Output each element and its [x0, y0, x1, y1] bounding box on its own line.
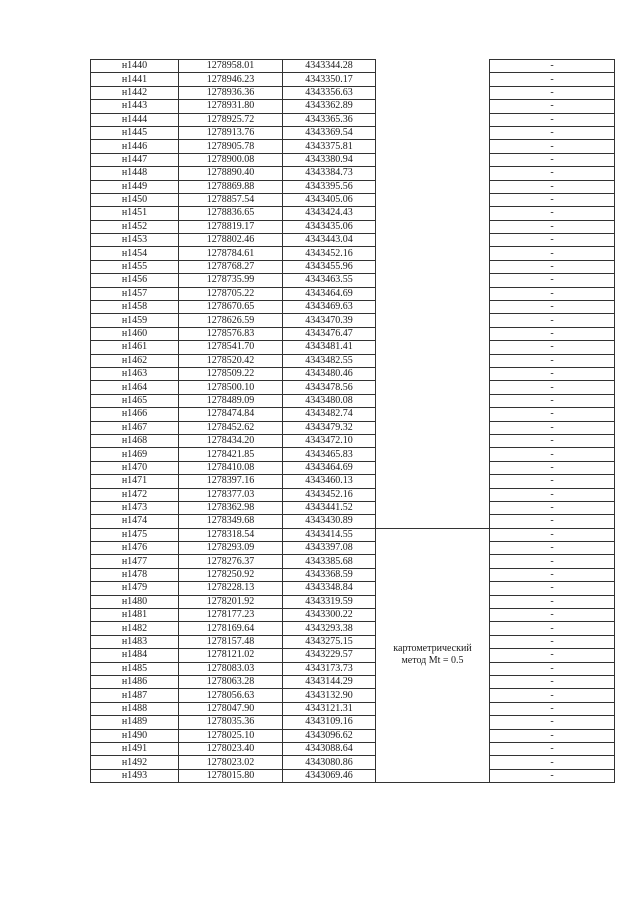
note-cell: -: [490, 515, 615, 528]
table-row: [91, 542, 615, 555]
y-coordinate-cell: 4343368.59: [283, 568, 376, 581]
x-coordinate-cell: 1278083.03: [179, 662, 283, 675]
point-id-cell: н1471: [91, 475, 179, 488]
y-coordinate-cell: 4343385.68: [283, 555, 376, 568]
table-row: [91, 582, 615, 595]
y-coordinate-cell: 4343472.10: [283, 434, 376, 447]
point-id-cell: н1478: [91, 568, 179, 581]
note-cell: -: [490, 86, 615, 99]
note-cell: -: [490, 381, 615, 394]
point-id-cell: н1455: [91, 260, 179, 273]
x-coordinate-cell: 1278318.54: [179, 528, 283, 541]
table-row: [91, 234, 615, 247]
note-cell: -: [490, 662, 615, 675]
point-id-cell: н1445: [91, 126, 179, 139]
x-coordinate-cell: 1278819.17: [179, 220, 283, 233]
point-id-cell: н1447: [91, 153, 179, 166]
table-row: [91, 287, 615, 300]
point-id-cell: н1460: [91, 327, 179, 340]
y-coordinate-cell: 4343362.89: [283, 100, 376, 113]
table-row: [91, 354, 615, 367]
note-cell: -: [490, 100, 615, 113]
x-coordinate-cell: 1278377.03: [179, 488, 283, 501]
note-cell: -: [490, 180, 615, 193]
method-name: картометрический: [393, 643, 472, 655]
point-id-cell: н1465: [91, 394, 179, 407]
x-coordinate-cell: 1278474.84: [179, 408, 283, 421]
note-cell: -: [490, 408, 615, 421]
y-coordinate-cell: 4343395.56: [283, 180, 376, 193]
note-cell: -: [490, 167, 615, 180]
note-cell: -: [490, 234, 615, 247]
point-id-cell: н1467: [91, 421, 179, 434]
table-row: [91, 622, 615, 635]
point-id-cell: н1473: [91, 501, 179, 514]
x-coordinate-cell: 1278931.80: [179, 100, 283, 113]
y-coordinate-cell: 4343132.90: [283, 689, 376, 702]
x-coordinate-cell: 1278784.61: [179, 247, 283, 260]
y-coordinate-cell: 4343096.62: [283, 729, 376, 742]
point-id-cell: н1476: [91, 542, 179, 555]
x-coordinate-cell: 1278276.37: [179, 555, 283, 568]
table-row: [91, 689, 615, 702]
note-cell: -: [490, 555, 615, 568]
note-cell: -: [490, 542, 615, 555]
table-row: [91, 113, 615, 126]
point-id-cell: н1474: [91, 515, 179, 528]
table-row: [91, 140, 615, 153]
note-cell: -: [490, 769, 615, 782]
table-row: [91, 742, 615, 755]
x-coordinate-cell: 1278576.83: [179, 327, 283, 340]
y-coordinate-cell: 4343375.81: [283, 140, 376, 153]
x-coordinate-cell: 1278670.65: [179, 301, 283, 314]
point-id-cell: н1464: [91, 381, 179, 394]
note-cell: -: [490, 421, 615, 434]
point-id-cell: н1489: [91, 716, 179, 729]
point-id-cell: н1463: [91, 367, 179, 380]
x-coordinate-cell: 1278121.02: [179, 649, 283, 662]
y-coordinate-cell: 4343480.46: [283, 367, 376, 380]
note-cell: -: [490, 207, 615, 220]
note-cell: -: [490, 622, 615, 635]
table-row: [91, 394, 615, 407]
x-coordinate-cell: 1278520.42: [179, 354, 283, 367]
table-row: [91, 73, 615, 86]
x-coordinate-cell: 1278936.36: [179, 86, 283, 99]
y-coordinate-cell: 4343293.38: [283, 622, 376, 635]
x-coordinate-cell: 1278047.90: [179, 702, 283, 715]
note-cell: -: [490, 582, 615, 595]
point-id-cell: н1444: [91, 113, 179, 126]
point-id-cell: н1456: [91, 274, 179, 287]
x-coordinate-cell: 1278023.02: [179, 756, 283, 769]
point-id-cell: н1488: [91, 702, 179, 715]
point-id-cell: н1450: [91, 193, 179, 206]
point-id-cell: н1453: [91, 234, 179, 247]
note-cell: -: [490, 609, 615, 622]
table-row: [91, 662, 615, 675]
table-row: [91, 555, 615, 568]
y-coordinate-cell: 4343469.63: [283, 301, 376, 314]
point-id-cell: н1483: [91, 635, 179, 648]
x-coordinate-cell: 1278857.54: [179, 193, 283, 206]
table-row: [91, 568, 615, 581]
note-cell: -: [490, 702, 615, 715]
point-id-cell: н1493: [91, 769, 179, 782]
y-coordinate-cell: 4343443.04: [283, 234, 376, 247]
point-id-cell: н1469: [91, 448, 179, 461]
table-row: [91, 448, 615, 461]
point-id-cell: н1492: [91, 756, 179, 769]
y-coordinate-cell: 4343275.15: [283, 635, 376, 648]
point-id-cell: н1484: [91, 649, 179, 662]
y-coordinate-cell: 4343480.08: [283, 394, 376, 407]
note-cell: -: [490, 742, 615, 755]
y-coordinate-cell: 4343414.55: [283, 528, 376, 541]
table-row: [91, 408, 615, 421]
note-cell: -: [490, 756, 615, 769]
y-coordinate-cell: 4343463.55: [283, 274, 376, 287]
y-coordinate-cell: 4343482.55: [283, 354, 376, 367]
x-coordinate-cell: 1278900.08: [179, 153, 283, 166]
x-coordinate-cell: 1278768.27: [179, 260, 283, 273]
y-coordinate-cell: 4343435.06: [283, 220, 376, 233]
x-coordinate-cell: 1278250.92: [179, 568, 283, 581]
y-coordinate-cell: 4343109.16: [283, 716, 376, 729]
note-cell: -: [490, 60, 615, 73]
x-coordinate-cell: 1278349.68: [179, 515, 283, 528]
y-coordinate-cell: 4343350.17: [283, 73, 376, 86]
x-coordinate-cell: 1278397.16: [179, 475, 283, 488]
point-id-cell: н1454: [91, 247, 179, 260]
table-row: [91, 86, 615, 99]
table-row: [91, 595, 615, 608]
x-coordinate-cell: 1278362.98: [179, 501, 283, 514]
point-id-cell: н1487: [91, 689, 179, 702]
table-row: [91, 528, 615, 541]
x-coordinate-cell: 1278705.22: [179, 287, 283, 300]
x-coordinate-cell: 1278169.64: [179, 622, 283, 635]
x-coordinate-cell: 1278905.78: [179, 140, 283, 153]
y-coordinate-cell: 4343481.41: [283, 341, 376, 354]
note-cell: -: [490, 394, 615, 407]
point-id-cell: н1452: [91, 220, 179, 233]
x-coordinate-cell: 1278410.08: [179, 461, 283, 474]
note-cell: -: [490, 595, 615, 608]
y-coordinate-cell: 4343384.73: [283, 167, 376, 180]
note-cell: -: [490, 274, 615, 287]
y-coordinate-cell: 4343465.83: [283, 448, 376, 461]
x-coordinate-cell: 1278434.20: [179, 434, 283, 447]
x-coordinate-cell: 1278177.23: [179, 609, 283, 622]
y-coordinate-cell: 4343088.64: [283, 742, 376, 755]
note-cell: -: [490, 220, 615, 233]
table-row: [91, 675, 615, 688]
x-coordinate-cell: 1278958.01: [179, 60, 283, 73]
note-cell: -: [490, 193, 615, 206]
table-row: [91, 475, 615, 488]
x-coordinate-cell: 1278869.88: [179, 180, 283, 193]
y-coordinate-cell: 4343479.32: [283, 421, 376, 434]
table-row: [91, 207, 615, 220]
note-cell: -: [490, 113, 615, 126]
table-row: [91, 180, 615, 193]
point-id-cell: н1491: [91, 742, 179, 755]
y-coordinate-cell: 4343441.52: [283, 501, 376, 514]
point-id-cell: н1440: [91, 60, 179, 73]
table-row: [91, 220, 615, 233]
y-coordinate-cell: 4343173.73: [283, 662, 376, 675]
x-coordinate-cell: 1278489.09: [179, 394, 283, 407]
y-coordinate-cell: 4343344.28: [283, 60, 376, 73]
x-coordinate-cell: 1278925.72: [179, 113, 283, 126]
y-coordinate-cell: 4343455.96: [283, 260, 376, 273]
point-id-cell: н1462: [91, 354, 179, 367]
note-cell: -: [490, 729, 615, 742]
point-id-cell: н1466: [91, 408, 179, 421]
coordinates-table-body: [91, 60, 615, 783]
y-coordinate-cell: 4343478.56: [283, 381, 376, 394]
note-cell: -: [490, 475, 615, 488]
x-coordinate-cell: 1278836.65: [179, 207, 283, 220]
point-id-cell: н1486: [91, 675, 179, 688]
table-row: [91, 609, 615, 622]
y-coordinate-cell: 4343348.84: [283, 582, 376, 595]
point-id-cell: н1481: [91, 609, 179, 622]
table-row: [91, 421, 615, 434]
table-row: [91, 341, 615, 354]
y-coordinate-cell: 4343470.39: [283, 314, 376, 327]
note-cell: -: [490, 314, 615, 327]
y-coordinate-cell: 4343319.59: [283, 595, 376, 608]
table-row: [91, 274, 615, 287]
y-coordinate-cell: 4343482.74: [283, 408, 376, 421]
note-cell: -: [490, 675, 615, 688]
note-cell: -: [490, 247, 615, 260]
point-id-cell: н1458: [91, 301, 179, 314]
note-cell: -: [490, 287, 615, 300]
note-cell: -: [490, 73, 615, 86]
note-cell: -: [490, 488, 615, 501]
point-id-cell: н1479: [91, 582, 179, 595]
point-id-cell: н1442: [91, 86, 179, 99]
table-row: [91, 367, 615, 380]
note-cell: -: [490, 153, 615, 166]
x-coordinate-cell: 1278913.76: [179, 126, 283, 139]
note-cell: -: [490, 140, 615, 153]
table-row: [91, 167, 615, 180]
x-coordinate-cell: 1278035.36: [179, 716, 283, 729]
y-coordinate-cell: 4343380.94: [283, 153, 376, 166]
table-row: [91, 635, 615, 648]
y-coordinate-cell: 4343365.36: [283, 113, 376, 126]
x-coordinate-cell: 1278157.48: [179, 635, 283, 648]
y-coordinate-cell: 4343460.13: [283, 475, 376, 488]
note-cell: -: [490, 528, 615, 541]
y-coordinate-cell: 4343430.89: [283, 515, 376, 528]
table-row: [91, 501, 615, 514]
table-row: [91, 314, 615, 327]
table-row: [91, 247, 615, 260]
note-cell: -: [490, 126, 615, 139]
point-id-cell: н1482: [91, 622, 179, 635]
point-id-cell: н1468: [91, 434, 179, 447]
table-row: [91, 729, 615, 742]
x-coordinate-cell: 1278063.28: [179, 675, 283, 688]
table-row: [91, 769, 615, 782]
table-row: [91, 515, 615, 528]
y-coordinate-cell: 4343476.47: [283, 327, 376, 340]
x-coordinate-cell: 1278452.62: [179, 421, 283, 434]
note-cell: -: [490, 327, 615, 340]
point-id-cell: н1446: [91, 140, 179, 153]
y-coordinate-cell: 4343144.29: [283, 675, 376, 688]
y-coordinate-cell: 4343452.16: [283, 247, 376, 260]
table-row: [91, 126, 615, 139]
y-coordinate-cell: 4343424.43: [283, 207, 376, 220]
y-coordinate-cell: 4343464.69: [283, 287, 376, 300]
table-row: [91, 434, 615, 447]
table-row: [91, 381, 615, 394]
x-coordinate-cell: 1278509.22: [179, 367, 283, 380]
note-cell: -: [490, 448, 615, 461]
point-id-cell: н1457: [91, 287, 179, 300]
table-row: [91, 461, 615, 474]
point-id-cell: н1449: [91, 180, 179, 193]
point-id-cell: н1475: [91, 528, 179, 541]
point-id-cell: н1461: [91, 341, 179, 354]
x-coordinate-cell: 1278946.23: [179, 73, 283, 86]
note-cell: -: [490, 689, 615, 702]
coordinates-table: [90, 59, 615, 783]
method-accuracy: метод Mt = 0.5: [401, 655, 464, 667]
table-row: [91, 193, 615, 206]
x-coordinate-cell: 1278228.13: [179, 582, 283, 595]
table-row: [91, 756, 615, 769]
point-id-cell: н1472: [91, 488, 179, 501]
y-coordinate-cell: 4343464.69: [283, 461, 376, 474]
point-id-cell: н1441: [91, 73, 179, 86]
point-id-cell: н1485: [91, 662, 179, 675]
point-id-cell: н1448: [91, 167, 179, 180]
note-cell: -: [490, 461, 615, 474]
note-cell: -: [490, 301, 615, 314]
point-id-cell: н1490: [91, 729, 179, 742]
note-cell: -: [490, 649, 615, 662]
note-cell: -: [490, 716, 615, 729]
point-id-cell: н1443: [91, 100, 179, 113]
y-coordinate-cell: 4343452.16: [283, 488, 376, 501]
y-coordinate-cell: 4343069.46: [283, 769, 376, 782]
y-coordinate-cell: 4343229.57: [283, 649, 376, 662]
y-coordinate-cell: 4343121.31: [283, 702, 376, 715]
x-coordinate-cell: 1278023.40: [179, 742, 283, 755]
table-row: [91, 649, 615, 662]
y-coordinate-cell: 4343397.08: [283, 542, 376, 555]
note-cell: -: [490, 501, 615, 514]
point-id-cell: н1477: [91, 555, 179, 568]
x-coordinate-cell: 1278626.59: [179, 314, 283, 327]
point-id-cell: н1480: [91, 595, 179, 608]
note-cell: -: [490, 568, 615, 581]
note-cell: -: [490, 367, 615, 380]
note-cell: -: [490, 354, 615, 367]
table-row: [91, 301, 615, 314]
note-cell: -: [490, 341, 615, 354]
method-cell: [376, 528, 490, 782]
note-cell: -: [490, 260, 615, 273]
table-row: [91, 716, 615, 729]
table-row: [91, 327, 615, 340]
x-coordinate-cell: 1278293.09: [179, 542, 283, 555]
table-row: [91, 260, 615, 273]
y-coordinate-cell: 4343300.22: [283, 609, 376, 622]
x-coordinate-cell: 1278735.99: [179, 274, 283, 287]
x-coordinate-cell: 1278056.63: [179, 689, 283, 702]
y-coordinate-cell: 4343080.86: [283, 756, 376, 769]
x-coordinate-cell: 1278541.70: [179, 341, 283, 354]
table-row: [91, 100, 615, 113]
table-row: [91, 153, 615, 166]
x-coordinate-cell: 1278802.46: [179, 234, 283, 247]
x-coordinate-cell: 1278015.80: [179, 769, 283, 782]
x-coordinate-cell: 1278500.10: [179, 381, 283, 394]
x-coordinate-cell: 1278890.40: [179, 167, 283, 180]
y-coordinate-cell: 4343356.63: [283, 86, 376, 99]
y-coordinate-cell: 4343369.54: [283, 126, 376, 139]
table-row: [91, 488, 615, 501]
note-cell: -: [490, 635, 615, 648]
point-id-cell: н1451: [91, 207, 179, 220]
point-id-cell: н1470: [91, 461, 179, 474]
blank-method-cell: [376, 60, 490, 529]
x-coordinate-cell: 1278025.10: [179, 729, 283, 742]
note-cell: -: [490, 434, 615, 447]
point-id-cell: н1459: [91, 314, 179, 327]
y-coordinate-cell: 4343405.06: [283, 193, 376, 206]
table-row: [91, 60, 615, 73]
x-coordinate-cell: 1278421.85: [179, 448, 283, 461]
table-row: [91, 702, 615, 715]
x-coordinate-cell: 1278201.92: [179, 595, 283, 608]
